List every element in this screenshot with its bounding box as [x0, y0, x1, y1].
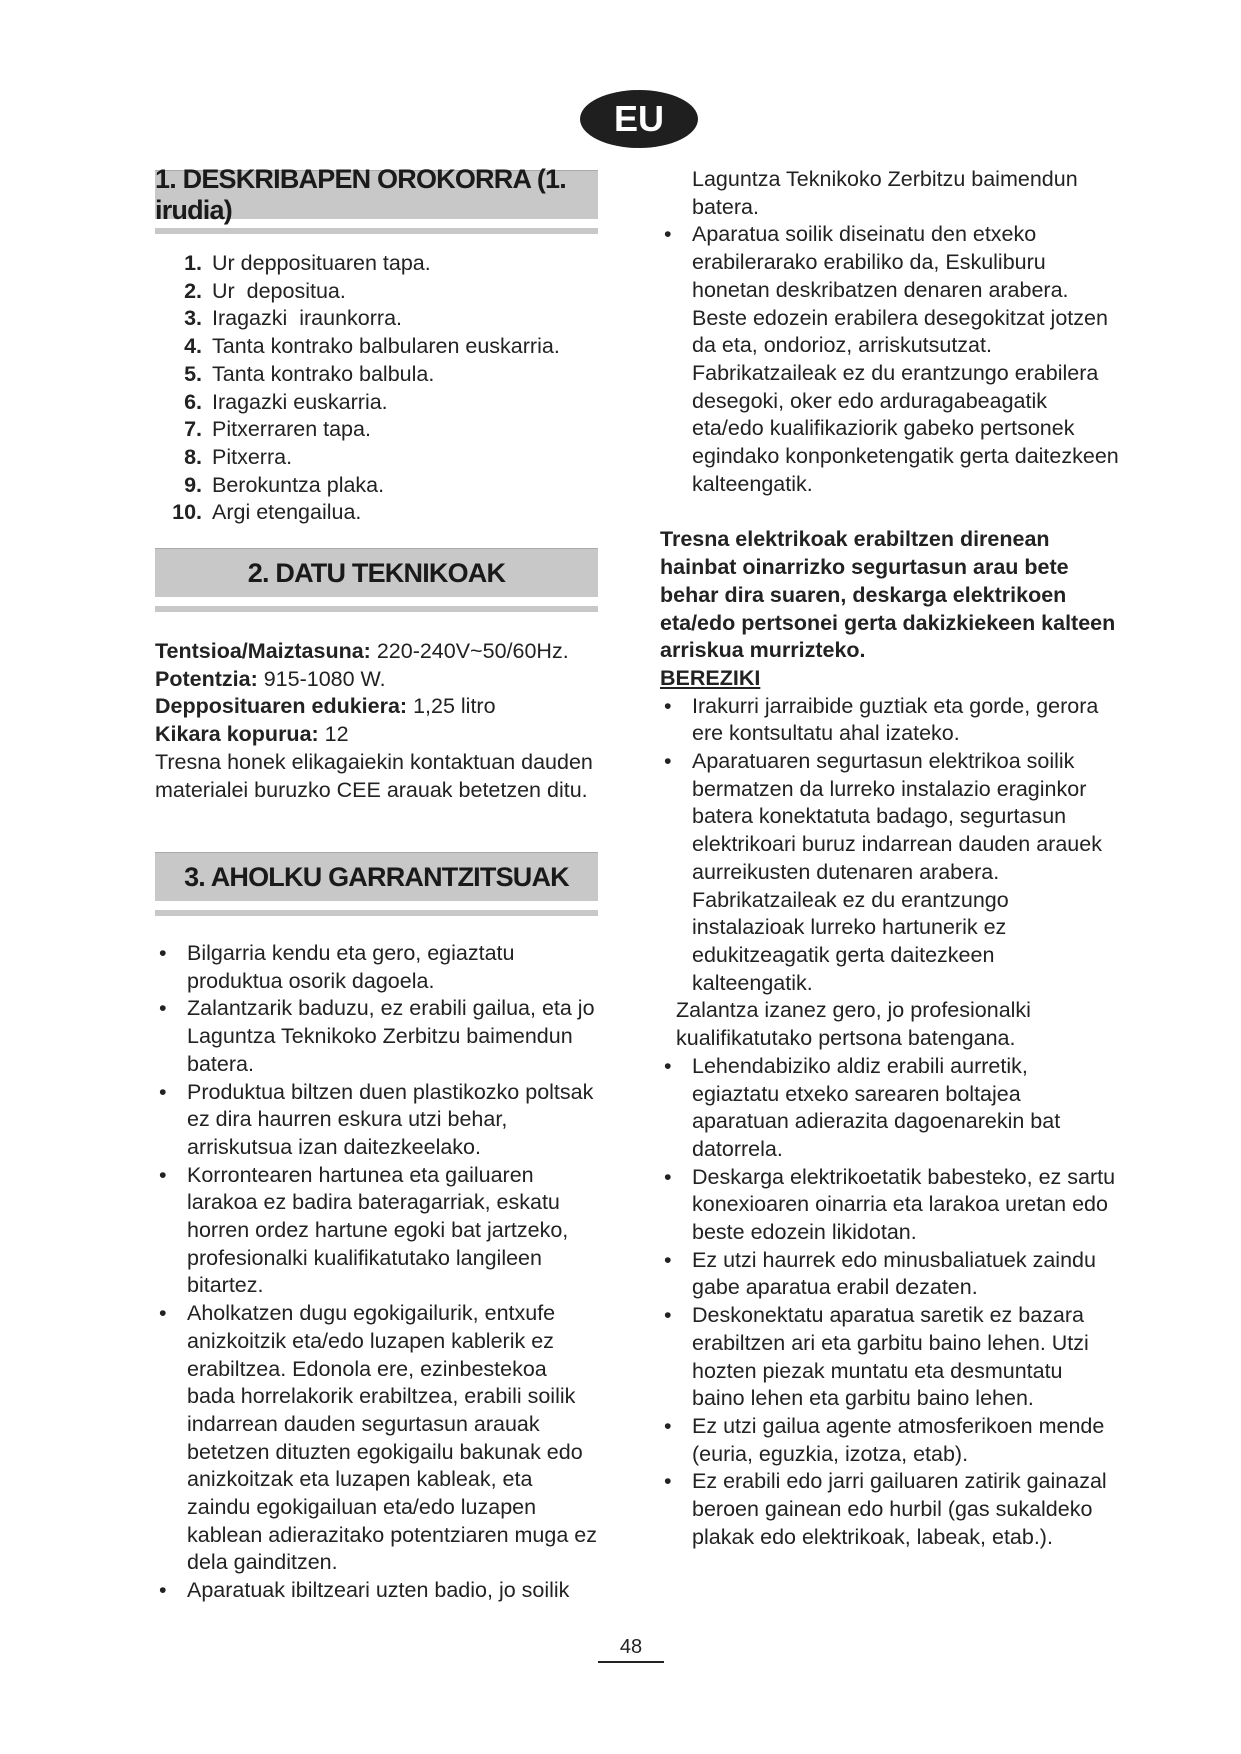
list-item: • Irakurri jarraibide guztiak eta gorde, gerora ere kontsultatu ahal izateko. — [660, 693, 1120, 748]
cups-row: Kikara kopurua: 12 — [155, 722, 349, 747]
list-item: 5. Tanta kontrako balbula. — [184, 361, 435, 386]
section-divider — [155, 606, 598, 612]
power-row: Potentzia: 915-1080 W. — [155, 666, 386, 691]
list-item: • Lehendabiziko aldiz erabili aurretik, egiaztatu etxeko sarearen boltajea aparatuan adierazita dagoenarekin bat datorrela. — [660, 1053, 1120, 1164]
section-divider — [155, 910, 598, 916]
list-item: • Aparatua soilik diseinatu den etxeko erabilerarako erabiliko da, Eskuliburu honetan deskribatzen denaren arabera. Beste edozein erabilera desegokitzat jotzen da eta, ondorioz, arriskutsutzat. Fabrikatzaileak ez du erantzungo erabilera desegoki, oker edo arduragabeagatik eta/edo kualifikaziorik gabeko pertsonek egindako konponketengatik gerta daitezkeen kalteengatik. — [660, 221, 1120, 498]
parts-list — [162, 250, 612, 527]
list-item: 1. Ur depposituaren tapa. — [184, 251, 431, 275]
list-item: 3. Iragazki iraunkorra. — [184, 306, 402, 331]
list-item: 10. Argi etengailua. — [172, 500, 362, 525]
list-item: 4. Tanta kontrako balbularen euskarria. — [184, 334, 560, 359]
section-divider — [155, 228, 598, 234]
language-badge: EU — [580, 90, 698, 148]
list-item: • Bilgarria kendu eta gero, egiaztatu produktua osorik dagoela. — [155, 940, 600, 995]
list-item: • Korrontearen hartunea eta gailuaren larakoa ez badira bateragarriak, eskatu horren ordez hartune egoki bat jartzeko, profesionalki kualifikatutako langileen bitartez. — [155, 1162, 600, 1301]
list-item: 6. Iragazki euskarria. — [184, 389, 388, 414]
continuation-text: Laguntza Teknikoko Zerbitzu baimendun batera. — [692, 167, 1078, 219]
list-item: • Deskonektatu aparatua saretik ez bazara erabiltzen ari eta garbitu baino lehen. Utzi hozten piezak muntatu eta desmuntatu baino lehen eta garbitu baino lehen. — [660, 1302, 1120, 1413]
technical-data — [155, 638, 605, 804]
list-item: 2. Ur depositua. — [184, 278, 346, 303]
list-item: • Ez erabili edo jarri gailuaren zatirik gainazal beroen gainean edo hurbil (gas sukaldeko plakak edo elektrikoak, labeak, etab.). — [660, 1468, 1120, 1551]
section-title-important-advice: 3. AHOLKU GARRANTZITSUAK — [155, 852, 598, 901]
page-number: 48 — [598, 1636, 664, 1663]
list-item: • Aholkatzen dugu egokigailurik, entxufe anizkoitzik eta/edo luzapen kablerik ez erabiltzea. Edonola ere, ezinbestekoa bada horrelakorik erabiltzea, erabili soilik indarrean dauden segurtasun arauak betetzen dituzten egokigailu bakunak edo anizkoitzak eta luzapen kableak, eta zaindu egokigailuan eta/edo luzapen kablean adierazitako potentziaren muga ez dela gainditzen. — [155, 1300, 600, 1577]
section-title-technical-data: 2. DATU TEKNIKOAK — [155, 548, 598, 597]
list-item: • Zalantzarik baduzu, ez erabili gailua, eta jo Laguntza Teknikoko Zerbitzu baimendun batera. — [155, 995, 600, 1078]
doubt-note: Zalantza izanez gero, jo profesionalki kualifikatutako pertsona batengana. — [676, 998, 1031, 1051]
list-item: • Ez utzi haurrek edo minusbaliatuek zaindu gabe aparatua erabil dezaten. — [660, 1247, 1120, 1302]
section-title-general-description: 1. DESKRIBAPEN OROKORRA (1. irudia) — [155, 170, 598, 219]
compliance-note: Tresna honek elikagaiekin kontaktuan dauden materialei buruzko CEE arauak betetzen ditu. — [155, 749, 593, 802]
safety-warning: Tresna elektrikoak erabiltzen direnean hainbat oinarrizko segurtasun arau bete behar dira suaren, deskarga elektrikoen eta/edo pertsonei gerta dakizkiekeen kalteen arriskua murrizteko. — [660, 527, 1116, 663]
list-item: • Deskarga elektrikoetatik babesteko, ez sartu konexioaren oinarria eta larakoa uretan edo beste edozein likidotan. — [660, 1164, 1120, 1247]
voltage-row: Tentsioa/Maiztasuna: 220-240V~50/60Hz. — [155, 639, 569, 663]
list-item: • Produktua biltzen duen plastikozko poltsak ez dira haurren eskura utzi behar, arriskutsua izan daitezkeelako. — [155, 1079, 600, 1162]
advice-list — [155, 940, 600, 1605]
list-item: • Aparatuak ibiltzeari uzten badio, jo soilik — [155, 1577, 600, 1605]
capacity-row: Depposituaren edukiera: 1,25 litro — [155, 694, 496, 719]
list-item: 7. Pitxerraren tapa. — [184, 417, 371, 442]
list-item: 8. Pitxerra. — [184, 444, 293, 469]
list-item: • Ez utzi gailua agente atmosferikoen mende (euria, eguzkia, izotza, etab). — [660, 1413, 1120, 1468]
list-item: • Aparatuaren segurtasun elektrikoa soilik bermatzen da lurreko instalazio eraginkor batera konektatuta badago, segurtasun elektrikoari buruz indarrean dauden arauek aurreikusten dutenaren arabera. Fabrikatzaileak ez du erantzungo instalazioak lurreko hartunerik ez edukitzeagatik gerta daitezkeen kalteengatik. — [660, 748, 1120, 997]
list-item: 9. Berokuntza plaka. — [184, 472, 385, 497]
subheading-especially: BEREZIKI — [660, 665, 761, 690]
right-column — [660, 166, 1120, 1551]
